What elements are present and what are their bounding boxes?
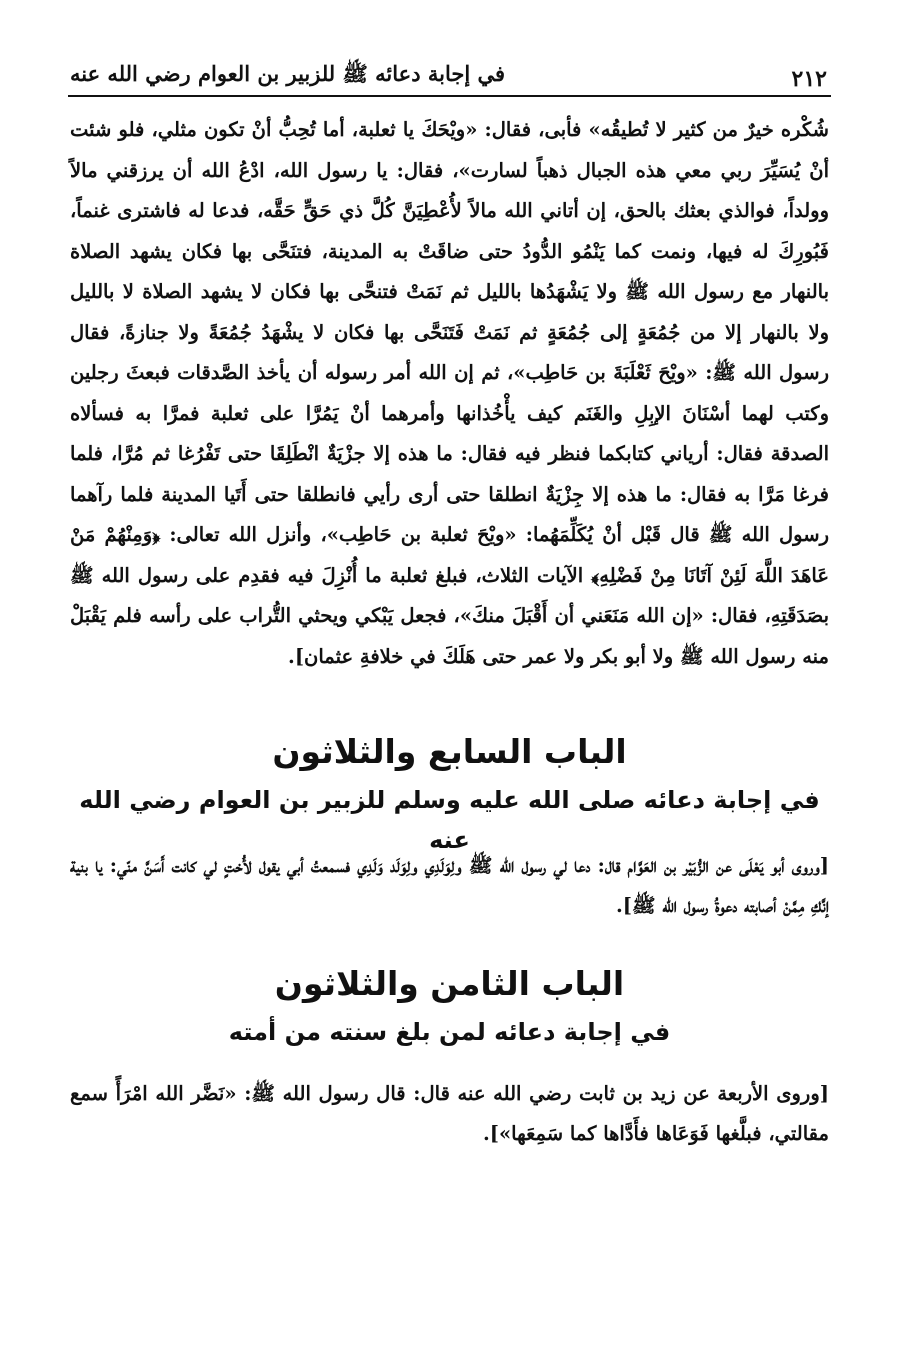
main-paragraph: شُكْره خيرٌ من كثير لا تُطيقُه» فأبى، فقال: «ويْحَكَ يا ثعلبة، أما تُحِبُّ أنْ تكون مثلي، فلو شئت أنْ يُسَيِّرَ ربي معي هذه الجبال ذهباً لسارت»، فقال: يا رسول الله، ادْعُ الله أن يرزقني مالاً وولداً، فوالذي بعثك بالحق، إن أتاني الله مالاً لأُعْطِيَنَّ كُلَّ ذي حَقٍّ حَقَّه، فدعا له فاشترى غنماً، فَبُورِكَ له فيها، ونمت كما يَنْمُو الدُّودُ حتى ضاقَتْ به المدينة، فتنَحَّى بها فكان يشهد الصلاة بالنهار مع رسول الله ﷺ ولا يَشْهَدُها بالليل ثم نَمَتْ فتنحَّى بها فكان لا يشهد الصلاة لا بالليل ولا بالنهار إلا من جُمُعَةٍ إلى جُمُعَةٍ ثم نَمَتْ فَتَنَحَّى بها فكان لا يشْهَدُ جُمُعَةً ولا جنازةً، فقال رسول الله ﷺ: «ويْحَ ثَعْلَبَةَ بن حَاطِب»، ثم إن الله أمر رسوله أن يأخذ الصَّدقات فبعثَ رجلين وكتب لهما أسْنَانَ الإبِلِ والغَنَم كيف يأْخُذانها وأمرهما أنْ يَمُرَّا على ثعلبة فمرَّا به فسألاه الصدقة فقال: أرياني كتابكما فنظر فيه فقال: ما هذه إلا جزْيَةٌ انْطَلِقَا حتى تَفْرُغا ثم مُرَّا، فلما فرغا مَرَّا به فقال: ما هذه إلا جِزْيَةٌ انطلقا حتى أرى رأيي فانطلقا حتى أَتَيا المدينة فلما رآهما رسول الله ﷺ قال قَبْل أنْ يُكَلِّمَهُما: «ويْحَ ثعلبة بن حَاطِب»، وأنزل الله تعالى: ﴿وَمِنْهُمْ مَنْ عَاهَدَ اللَّهَ لَئِنْ آتَانَا مِنْ فَضْلِهِ﴾ الآيات الثلاث، فبلغ ثعلبة ما أُنْزِلَ فيه فقدِم على رسول الله ﷺ بصَدَقَتِهِ، فقال: «إن الله مَنَعَني أن أَقْبَلَ منكَ»، فجعل يَبْكي ويحثي التُّراب على رأسه فلم يَقْبَلْ منه رسول الله ﷺ ولا أبو بكر ولا عمر حتى هَلَكَ في خلافةِ عثمان]. <box>70 118 829 668</box>
header-divider <box>68 95 831 97</box>
chapter-37-text-block <box>70 846 829 926</box>
running-title: في إجابة دعائه ﷺ للزبير بن العوام رضي الله عنه <box>70 61 506 86</box>
main-text-block <box>70 110 829 677</box>
chapter-37-subtitle: في إجابة دعائه صلى الله عليه وسلم للزبير بن العوام رضي الله عنه <box>79 786 820 854</box>
chapter-38-subtitle: في إجابة دعائه لمن بلغ سنته من أمته <box>228 1018 671 1046</box>
running-header <box>70 52 827 92</box>
chapter-38-heading <box>70 960 829 1052</box>
chapter-38-text-block <box>70 1074 829 1154</box>
chapter-38-paragraph: [وروى الأربعة عن زيد بن ثابت رضي الله عنه قال: قال رسول الله ﷺ: «نَضَّر الله امْرَأً سمع مقالتي، فبلَّغها فَوَعَاها فأَدَّاها كما سَمِعَها»]. <box>70 1082 829 1145</box>
chapter-37-title: الباب السابع والثلاثون <box>272 732 627 771</box>
chapter-37-heading <box>70 728 829 860</box>
chapter-37-paragraph: [وروى أبو يَعْلَى عن الزُّبَيْر بن العَوَّام قال: دعا لي رسول الله ﷺ ولِوَلَدِي ولِوَلَد وَلَدِي فسمعتُ أبي يقول لأُختٍ لي كانت أَسَنَّ منّي: يا بنية إنَّكِ مِمَّنْ أصابته دعوةُ رسول الله ﷺ]. <box>70 854 829 917</box>
chapter-38-title: الباب الثامن والثلاثون <box>274 964 625 1003</box>
page-number: ٢١٢ <box>791 66 827 92</box>
